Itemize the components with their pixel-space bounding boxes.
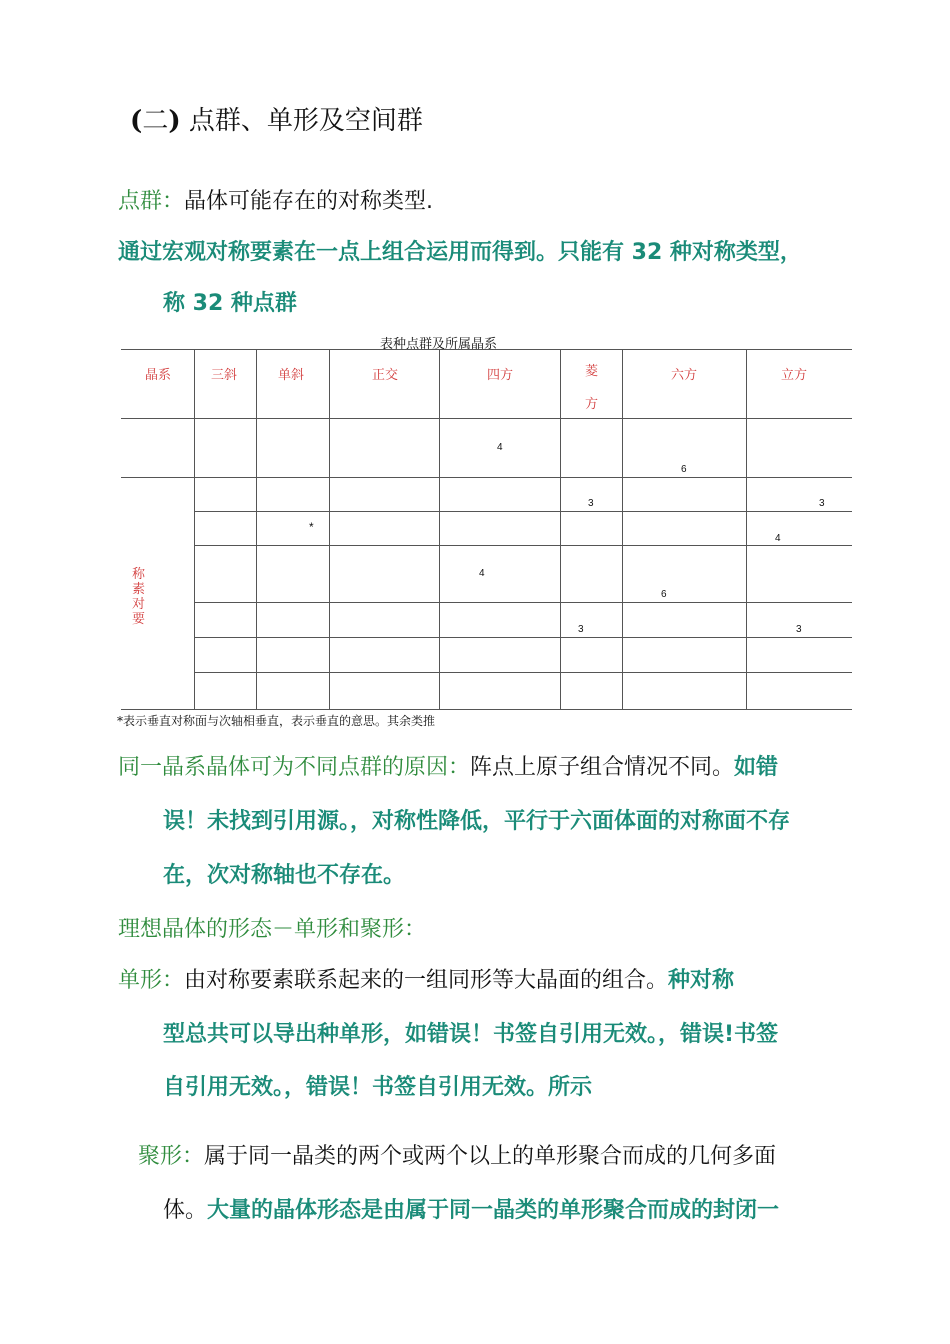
table-caption: 表种点群及所属晶系 xyxy=(380,337,498,352)
cell-value: 4 xyxy=(497,442,503,453)
paren-close: ) xyxy=(168,106,181,136)
point-group-table xyxy=(121,349,852,710)
cell-value: 3 xyxy=(819,498,825,509)
row-label-2: 素 xyxy=(132,582,146,597)
section-heading: 点群、单形及空间群 xyxy=(188,106,423,136)
single-form-term: 单形： xyxy=(118,968,185,993)
cell-value: 4 xyxy=(775,533,781,544)
header-tetragonal: 四方 xyxy=(487,368,514,383)
point-group-def: 晶体可能存在的对称类型. xyxy=(184,189,434,214)
header-orthorhombic: 正交 xyxy=(372,368,399,383)
reason-emph1: 如错 xyxy=(734,755,779,780)
cell-value: * xyxy=(309,520,314,534)
header-rhombohedral-2: 方 xyxy=(585,397,599,412)
aggregate-form-line2 xyxy=(163,1193,779,1224)
table-note: *表示垂直对称面与次轴相垂直，表示垂直的意思。其余类推 xyxy=(117,714,436,728)
aggregate-form-text: 属于同一晶类的两个或两个以上的单形聚合而成的几何多面 xyxy=(204,1144,777,1169)
single-form-emph2: 型总共可以导出种单形，如错误！书签自引用无效。，错误!书签 xyxy=(163,1022,779,1047)
single-form-emph3: 自引用无效。，错误！书签自引用无效。所示 xyxy=(163,1075,593,1100)
point-group-term: 点群： xyxy=(118,189,185,214)
header-triclinic: 三斜 xyxy=(211,368,238,383)
paren-open: ( xyxy=(130,106,143,136)
section-number: 二 xyxy=(142,106,169,136)
cell-value: 3 xyxy=(588,498,594,509)
row-label-4: 要 xyxy=(132,612,146,627)
single-form-line1 xyxy=(118,963,734,994)
section-title xyxy=(130,100,423,137)
row-label-1: 称 xyxy=(132,567,146,582)
header-monoclinic: 单斜 xyxy=(278,368,305,383)
single-form-text: 由对称要素联系起来的一组同形等大晶面的组合。 xyxy=(184,968,669,993)
aggregate-form-line1 xyxy=(138,1139,776,1170)
point-group-emph-line1: 通过宏观对称要素在一点上组合运用而得到。只能有 32 种对称类型， xyxy=(118,240,802,265)
aggregate-form-text2: 体。 xyxy=(163,1198,208,1223)
header-crystal-system: 晶系 xyxy=(145,368,172,383)
header-cubic: 立方 xyxy=(781,368,808,383)
reason-emph3: 在，次对称轴也不存在。 xyxy=(163,863,406,888)
header-hexagonal: 六方 xyxy=(671,368,698,383)
aggregate-form-emph: 大量的晶体形态是由属于同一晶类的单形聚合而成的封闭一 xyxy=(207,1198,780,1223)
forms-title: 理想晶体的形态－单形和聚形： xyxy=(118,917,427,942)
reason-line1 xyxy=(118,750,778,781)
single-form-emph1: 种对称 xyxy=(668,968,735,993)
reason-text: 阵点上原子组合情况不同。 xyxy=(470,755,735,780)
point-group-definition xyxy=(118,184,433,215)
cell-value: 4 xyxy=(479,568,485,579)
cell-value: 6 xyxy=(681,464,687,475)
aggregate-form-term: 聚形： xyxy=(138,1144,205,1169)
point-group-emph-line2: 称 32 种点群 xyxy=(163,291,297,316)
cell-value: 3 xyxy=(578,624,584,635)
reason-emph2: 误！未找到引用源。，对称性降低，平行于六面体面的对称面不存 xyxy=(163,809,791,834)
cell-value: 3 xyxy=(796,624,802,635)
table-grid xyxy=(121,349,852,710)
row-label-3: 对 xyxy=(132,597,146,612)
reason-term: 同一晶系晶体可为不同点群的原因： xyxy=(118,755,471,780)
header-rhombohedral-1: 菱 xyxy=(585,364,599,379)
cell-value: 6 xyxy=(661,589,667,600)
